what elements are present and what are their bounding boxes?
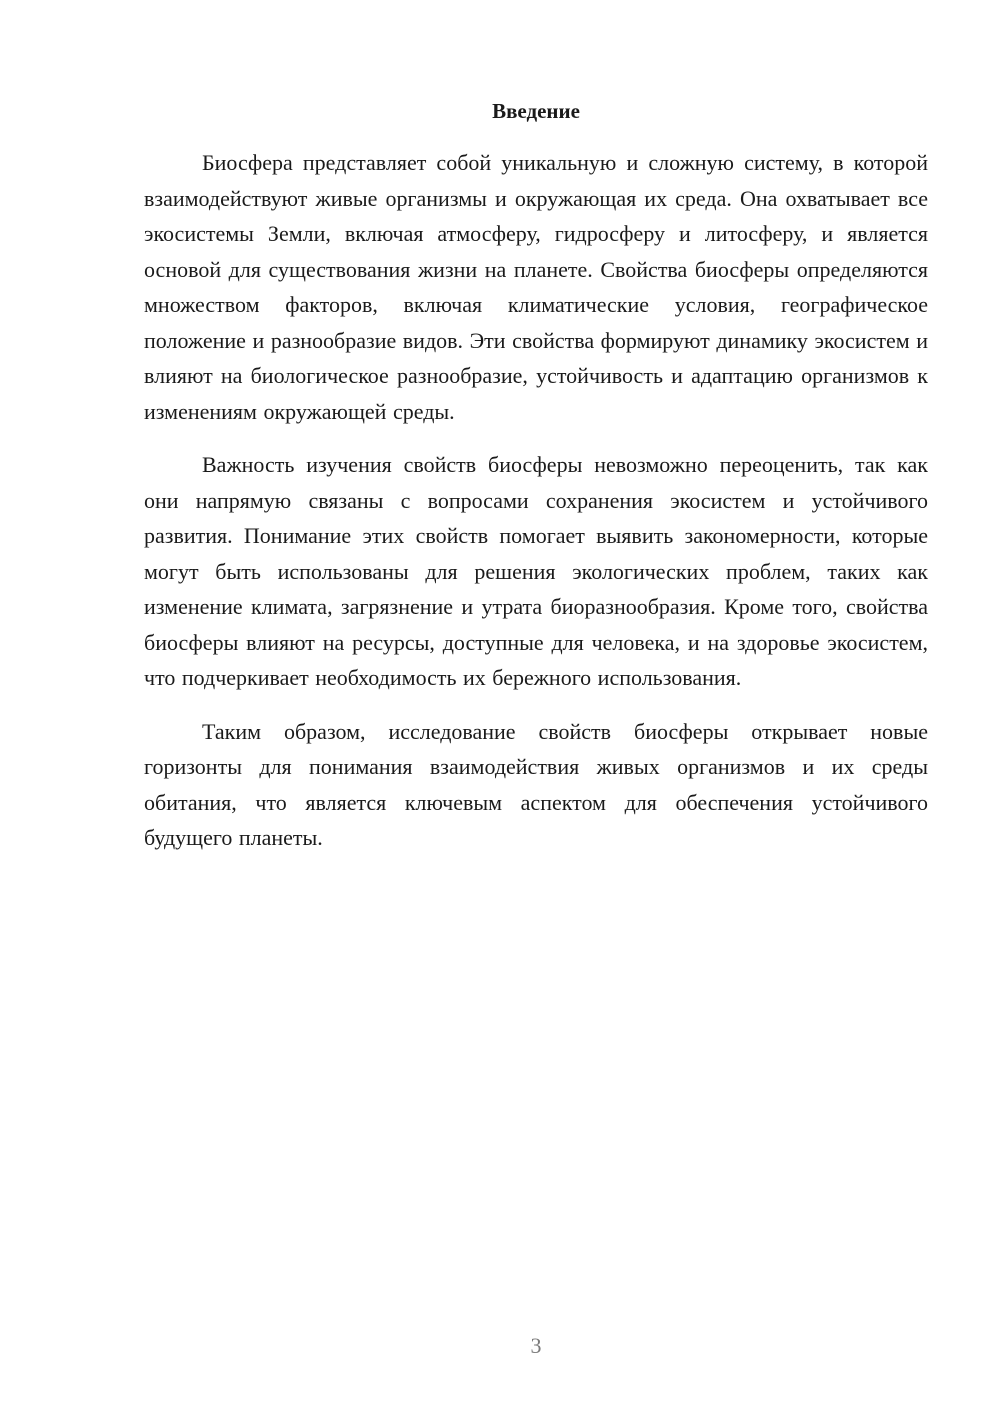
page-number: 3 xyxy=(530,1333,542,1358)
paragraph-2: Важность изучения свойств биосферы невозможно переоценить, так как они напрямую связаны с вопросами сохранения экосистем и устойчивого развития. Понимание этих свойств помогает выявить закономерности, которые могут быть использованы для решения экологических проблем, таких как изменение климата, загрязнение и утрата биоразнообразия. Кроме того, свойства биосферы влияют на ресурсы, доступные для человека, и на здоровье экосистем, что подчеркивает необходимость их бережного использования. xyxy=(144,452,928,690)
paragraph-3: Таким образом, исследование свойств биосферы открывает новые горизонты для понимания взаимодействия живых организмов и их среды обитания, что является ключевым аспектом для обеспечения устойчивого будущего планеты. xyxy=(144,718,928,850)
page-title: Введение xyxy=(492,99,580,123)
body-text xyxy=(144,145,928,874)
paragraph-1: Биосфера представляет собой уникальную и сложную систему, в которой взаимодействуют живые организмы и окружающая их среда. Она охватывает все экосистемы Земли, включая атмосферу, гидросферу и литосферу, и является основой для существования жизни на планете. Свойства биосферы определяются множеством факторов, включая климатические условия, географическое положение и разнообразие видов. Эти свойства формируют динамику экосистем и влияют на биологическое разнообразие, устойчивость и адаптацию организмов к изменениям окружающей среды. xyxy=(144,150,928,424)
